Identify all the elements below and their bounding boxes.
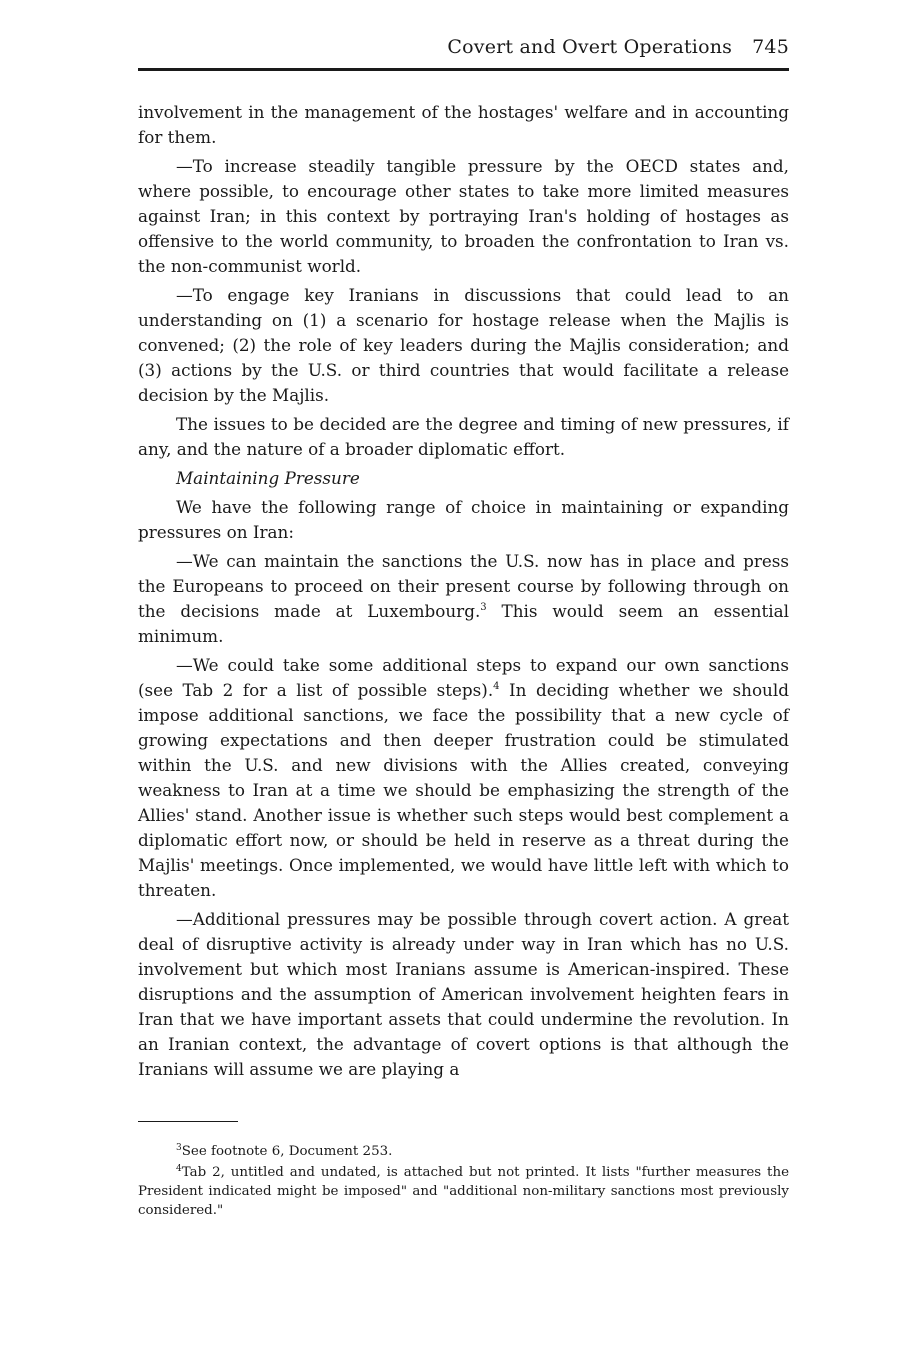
footnote-marker: 3 <box>176 1143 182 1153</box>
paragraph-additional-steps <box>138 653 789 903</box>
running-head-title: Covert and Overt Operations <box>447 36 733 58</box>
running-head <box>447 36 789 58</box>
section-heading: Maintaining Pressure <box>176 468 360 488</box>
paragraph-text: In deciding whether we should impose additional sanctions, we face the possibility that a new cycle of growing expectations and then deeper frustration could be stimulated within the U.S. and new divisions with the Allies created, conveying weakness to Iran at a time we should be emphasizing the strength of the Allies' stand. Another issue is whether such steps would best complement a diplomatic effort now, or should be held in reserve as a threat during the Majlis' meetings. Once implemented, we would have little left with which to threaten. <box>138 680 789 900</box>
paragraph-continued: involvement in the management of the hostages' welfare and in accounting for them. <box>138 102 789 147</box>
footnote-ref-4[interactable]: 4 <box>493 681 500 692</box>
body-text <box>138 100 789 1086</box>
paragraph-engage-iranians: —To engage key Iranians in discussions that could lead to an understanding on (1) a scenario for hostage release when the Majlis is convened; (2) the role of key leaders during the Majlis consideration; and (3) actions by the U.S. or third countries that would facilitate a release decision by the Majlis. <box>138 285 789 405</box>
paragraph-range-of-choice: We have the following range of choice in maintaining or expanding pressures on Iran: <box>138 497 789 542</box>
paragraph-issues: The issues to be decided are the degree and timing of new pressures, if any, and the nature of a broader diplomatic effort. <box>138 414 789 459</box>
footnote-text: Tab 2, untitled and undated, is attached but not printed. It lists "further measures the President indicated might be imposed" and "additional non-military sanctions most previously considered." <box>138 1165 789 1218</box>
paragraph-oecd-pressure: —To increase steadily tangible pressure by the OECD states and, where possible, to encourage other states to take more limited measures against Iran; in this context by portraying Iran's holding of hostages as offensive to the world community, to broaden the confrontation to Iran vs. the non-communist world. <box>138 156 789 276</box>
paragraph-maintain-sanctions <box>138 549 789 649</box>
header-rule <box>138 68 789 71</box>
footnote-ref-3[interactable]: 3 <box>480 602 487 613</box>
footnotes <box>138 1142 789 1222</box>
page-number: 745 <box>752 36 789 58</box>
footnote-4 <box>138 1163 789 1220</box>
footnote-3 <box>138 1142 789 1161</box>
footnote-text: See footnote 6, Document 253. <box>181 1144 393 1159</box>
paragraph-covert-action: —Additional pressures may be possible through covert action. A great deal of disruptive activity is already under way in Iran which has no U.S. involvement but which most Iranians assume is American-inspired. These disruptions and the assumption of American involvement heighten fears in Iran that we have important assets that could undermine the revolution. In an Iranian context, the advantage of covert options is that although the Iranians will assume we are playing a <box>138 909 789 1079</box>
footnote-rule <box>138 1121 238 1122</box>
paragraph-text: This would seem an essential minimum. <box>138 601 789 646</box>
paragraph-text: —We can maintain the sanctions the U.S. now has in place and press the Europeans to proceed on their present course by following through on the decisions made at Luxembourg. <box>138 551 789 621</box>
paragraph-text: —We could take some additional steps to expand our own sanctions (see Tab 2 for a list of possible steps). <box>138 655 789 700</box>
footnote-marker: 4 <box>176 1164 182 1174</box>
